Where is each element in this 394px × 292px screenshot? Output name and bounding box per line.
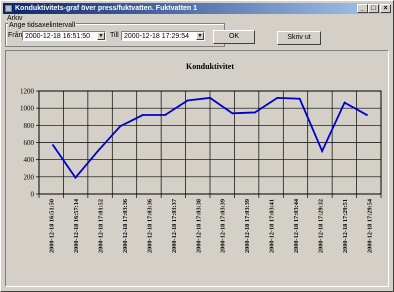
x-tick-label: 2000-12-18 17:03:44 (293, 199, 300, 254)
data-point (97, 150, 99, 152)
y-tick-label: 1000 (20, 104, 34, 113)
data-point (119, 125, 121, 127)
data-point (299, 98, 301, 100)
window-title: Konduktivitets-graf över press/fuktvatten. Fuktvatten 1 (15, 5, 198, 12)
data-point (344, 102, 346, 104)
to-label: Till (110, 32, 119, 39)
chevron-down-icon[interactable]: ▼ (98, 33, 104, 39)
to-datetime-select[interactable] (121, 31, 205, 41)
y-tick-label: 400 (23, 156, 34, 165)
title-bar[interactable] (3, 3, 391, 14)
data-point (232, 112, 234, 114)
x-tick-label: 2000-12-18 17:03:38 (195, 199, 203, 254)
data-point (276, 97, 278, 99)
data-point (366, 114, 368, 116)
data-point (187, 100, 189, 102)
from-label: Från (8, 32, 23, 39)
x-tick-label: 2000-12-18 17:03:41 (268, 199, 276, 254)
x-tick-label: 2000-12-18 17:29:32 (317, 199, 325, 254)
data-point (321, 150, 323, 152)
y-tick-label: 200 (23, 173, 34, 182)
x-tick-label: 2000-12-18 16:57:14 (73, 199, 81, 254)
interval-group-label: Ange tidsaxelintervall (9, 22, 76, 29)
from-value: 2000-12-18 16:51:50 (25, 33, 90, 40)
data-point (164, 114, 166, 116)
chevron-down-icon[interactable]: ▼ (197, 33, 203, 39)
x-tick-label: 2000-12-18 17:29:54 (366, 199, 374, 254)
chart-title: Konduktivitet (185, 62, 235, 71)
data-point (254, 112, 256, 114)
data-point (142, 114, 144, 116)
print-button[interactable]: Skriv ut (277, 31, 321, 45)
y-tick-label: 600 (23, 139, 34, 147)
x-tick-label: 2000-12-18 17:03:36 (122, 199, 129, 254)
maximize-button[interactable]: □ (368, 4, 379, 13)
x-tick-label: 2000-12-18 16:51:50 (48, 199, 56, 254)
chart-panel (5, 50, 389, 287)
conductivity-chart (6, 51, 388, 286)
y-tick-label: 0 (30, 190, 34, 199)
data-point (52, 144, 54, 146)
menu-arkiv[interactable]: Arkiv (7, 15, 23, 22)
x-tick-label: 2000-12-18 17:03:39 (219, 199, 227, 254)
x-tick-label: 2000-12-18 17:29:51 (341, 199, 349, 254)
x-tick-label: 2000-12-18 17:03:36 (146, 199, 154, 254)
y-tick-label: 800 (23, 121, 34, 130)
data-point (209, 97, 211, 99)
ok-button[interactable]: OK (213, 30, 255, 44)
app-icon (5, 5, 12, 12)
minimize-button[interactable]: _ (357, 4, 368, 13)
x-tick-label: 2000-12-18 17:03:39 (244, 199, 252, 254)
x-tick-label: 2000-12-18 17:03:37 (170, 199, 178, 254)
to-value: 2000-12-18 17:29:54 (124, 33, 189, 40)
from-datetime-select[interactable] (22, 31, 106, 41)
x-tick-label: 2000-12-18 17:01:52 (97, 199, 105, 254)
y-tick-label: 1200 (20, 87, 34, 96)
close-button[interactable]: × (380, 4, 391, 13)
data-point (75, 177, 77, 179)
